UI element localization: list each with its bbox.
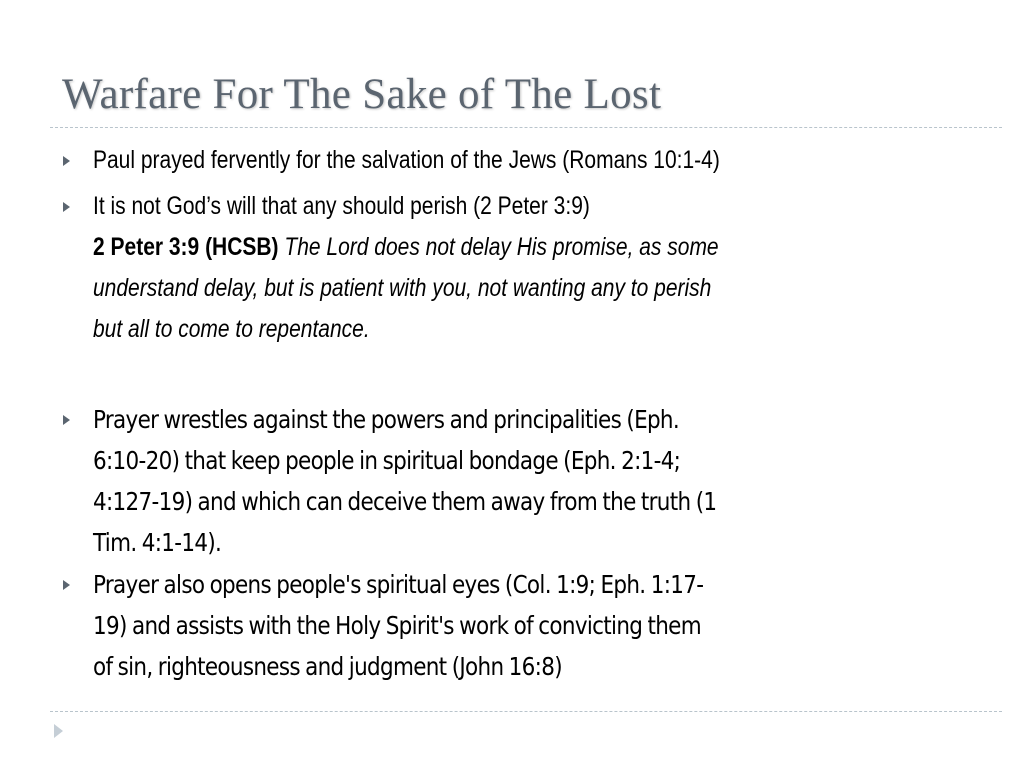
bullet-text: Paul prayed fervently for the salvation of the Jews (Romans 10:1-4) xyxy=(93,146,720,174)
triangle-right-icon xyxy=(63,156,70,166)
scripture-quote: The Lord does not delay His promise, as some xyxy=(284,233,719,261)
bullet-list xyxy=(60,140,960,687)
bullet-line: 19) and assists with the Holy Spirit's work of convicting them xyxy=(93,611,701,640)
scripture-line xyxy=(93,227,975,268)
play-next-icon[interactable] xyxy=(54,724,63,738)
triangle-right-icon xyxy=(63,202,70,212)
slide-title: Warfare For The Sake of The Lost xyxy=(62,71,662,118)
bullet-line: of sin, righteousness and judgment (John 16:8) xyxy=(93,652,562,681)
footer-divider xyxy=(50,711,1002,712)
triangle-right-icon xyxy=(63,580,70,590)
triangle-right-icon xyxy=(63,415,70,425)
bullet-item-4 xyxy=(60,564,960,687)
bullet-item-1 xyxy=(60,140,960,186)
bullet-line: 6:10-20) that keep people in spiritual bondage (Eph. 2:1-4; xyxy=(93,446,681,475)
bullet-line: It is not God’s will that any should perish (2 Peter 3:9) xyxy=(93,192,590,220)
bullet-line: Prayer also opens people's spiritual eyes (Col. 1:9; Eph. 1:17- xyxy=(93,570,704,599)
bullet-line: Tim. 4:1-14). xyxy=(93,528,222,557)
scripture-quote: understand delay, but is patient with you, not wanting any to perish xyxy=(93,274,712,302)
bullet-line: 4:127-19) and which can deceive them away from the truth (1 xyxy=(93,487,717,516)
scripture-quote: but all to come to repentance. xyxy=(93,315,370,343)
scripture-reference: 2 Peter 3:9 (HCSB) xyxy=(93,233,279,261)
bullet-line: Prayer wrestles against the powers and principalities (Eph. xyxy=(93,405,680,434)
bullet-item-3 xyxy=(60,399,960,564)
bullet-text xyxy=(93,564,962,687)
bullet-text xyxy=(93,399,962,563)
title-divider xyxy=(50,127,1002,128)
bullet-item-2 xyxy=(60,186,960,399)
bullet-text xyxy=(93,186,975,350)
